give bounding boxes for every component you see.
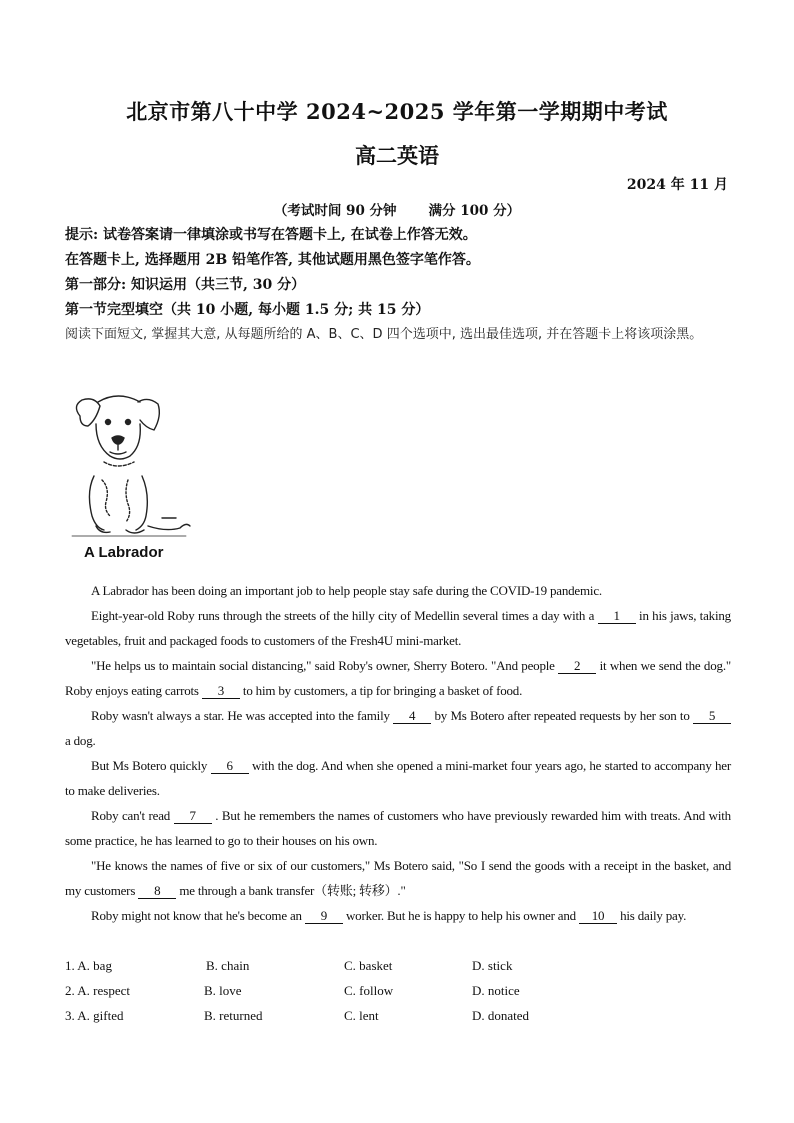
- passage-text: worker. But he is happy to help his owner and: [345, 908, 576, 923]
- passage-paragraph-7: [65, 853, 731, 903]
- blank-7: 7: [174, 809, 212, 824]
- passage-text: a dog.: [65, 733, 96, 748]
- passage-paragraph-6: [65, 803, 731, 853]
- passage-text: Roby wasn't always a star. He was accepted into the family: [91, 708, 390, 723]
- passage-text: his daily pay.: [620, 908, 687, 923]
- tip-line: 提示: 试卷答案请一律填涂或书写在答题卡上, 在试卷上作答无效。: [65, 227, 477, 243]
- exam-time-score: [0, 199, 794, 219]
- blank-1: 1: [598, 609, 636, 624]
- dog-drawing-icon: [66, 376, 206, 546]
- passage-paragraph-1: [65, 578, 731, 603]
- passage-text: Eight-year-old Roby runs through the streets of the hilly city of Medellin several times a day with a: [91, 608, 595, 623]
- passage-text: to him by customers, a tip for bringing a basket of food.: [242, 683, 523, 698]
- option-d: D. donated: [472, 1008, 530, 1023]
- exam-time: （考试时间 90 分钟: [273, 203, 397, 219]
- blank-3: 3: [202, 684, 240, 699]
- labrador-sketch: [66, 376, 206, 566]
- option-c: C. basket: [344, 958, 393, 973]
- option-a: 3. A. gifted: [65, 1008, 124, 1023]
- passage-paragraph-5: [65, 753, 731, 803]
- blank-2: 2: [558, 659, 596, 674]
- passage-text: with the dog. And when she opened a mini-market four years ago, he started to accompany her to make deliveries.: [65, 758, 731, 798]
- exam-subtitle: 高二英语: [355, 143, 439, 168]
- exam-score: 满分 100 分）: [428, 203, 521, 219]
- passage-paragraph-3: [65, 653, 731, 703]
- passage-text: by Ms Botero after repeated requests by her son to: [434, 708, 690, 723]
- passage-text: "He helps us to maintain social distancing," said Roby's owner, Sherry Botero. "And people: [91, 658, 555, 673]
- passage-text: in his jaws, taking vegetables, fruit and packaged foods to customers of the Fresh4U mini-market.: [65, 608, 731, 648]
- figure-caption: A Labrador: [84, 544, 164, 561]
- exam-date: 2024 年 11 月: [626, 177, 728, 193]
- passage-text: A Labrador has been doing an important job to help people stay safe during the COVID-19 pandemic.: [91, 583, 602, 598]
- option-b: B. chain: [206, 958, 250, 973]
- exam-title: 北京市第八十中学 2024~2025 学年第一学期期中考试: [126, 99, 668, 124]
- blank-9: 9: [305, 909, 343, 924]
- section-heading: 第一节完型填空（共 10 小题, 每小题 1.5 分; 共 15 分）: [65, 302, 430, 318]
- blank-4: 4: [393, 709, 431, 724]
- answer-sheet-line: 在答题卡上, 选择题用 2B 铅笔作答, 其他试题用黑色签字笔作答。: [65, 252, 480, 268]
- option-a: 2. A. respect: [65, 983, 130, 998]
- passage-text: me through a bank transfer（转账; 转移）.": [179, 883, 406, 898]
- passage-text: "He knows the names of five or six of our customers," Ms Botero said, "So I send the goods with a receipt in the basket, and my customers: [65, 858, 731, 898]
- option-b: B. love: [204, 983, 242, 998]
- passage-text: Roby might not know that he's become an: [91, 908, 302, 923]
- blank-5: 5: [693, 709, 731, 724]
- option-c: C. follow: [344, 983, 394, 998]
- option-b: B. returned: [204, 1008, 263, 1023]
- blank-10: 10: [579, 909, 617, 924]
- passage-paragraph-2: [65, 603, 731, 653]
- passage-text: . But he remembers the names of customers who have previously rewarded him with treats. And with some practice, he has learned to go to their houses on his own.: [65, 808, 731, 848]
- passage-text: Roby can't read: [91, 808, 171, 823]
- passage-text: it when we send the dog." Roby enjoys eating carrots: [65, 658, 731, 698]
- instruction-text: 阅读下面短文, 掌握其大意, 从每题所给的 A、B、C、D 四个选项中, 选出最佳选项, 并在答题卡上将该项涂黑。: [65, 327, 703, 342]
- blank-8: 8: [138, 884, 176, 899]
- option-a: 1. A. bag: [65, 958, 112, 973]
- option-d: D. stick: [472, 958, 513, 973]
- part-heading: 第一部分: 知识运用（共三节, 30 分）: [65, 277, 306, 293]
- passage-paragraph-4: [65, 703, 731, 753]
- option-c: C. lent: [344, 1008, 379, 1023]
- passage-paragraph-8: [65, 903, 731, 928]
- passage-text: But Ms Botero quickly: [91, 758, 208, 773]
- option-d: D. notice: [472, 983, 520, 998]
- blank-6: 6: [211, 759, 249, 774]
